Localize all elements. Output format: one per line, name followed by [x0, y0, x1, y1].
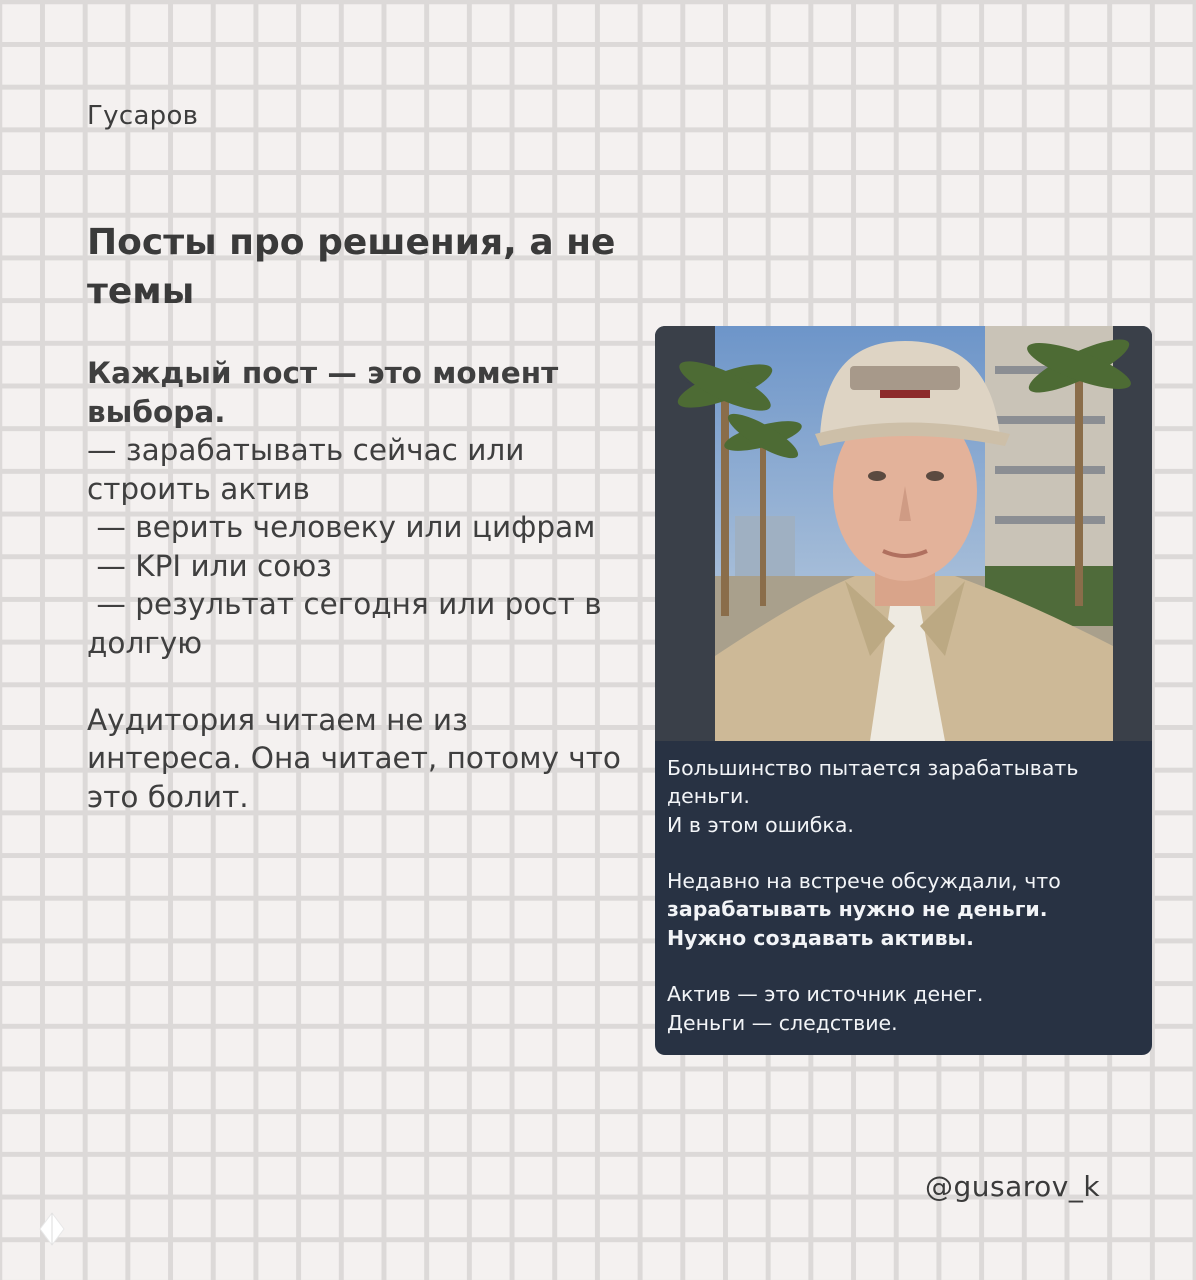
choice-item: — KPI или союз	[87, 548, 332, 583]
author-name: Гусаров	[87, 101, 199, 131]
caption-line: Деньги — следствие.	[667, 1010, 898, 1035]
post-caption	[667, 754, 1137, 1037]
caption-line: Актив — это источник денег.	[667, 982, 984, 1007]
caption-line: Недавно на встрече обсуждали, что	[667, 869, 1061, 894]
body-lead: Каждый пост — это момент выбора.	[87, 356, 559, 429]
choice-item: — зарабатывать сейчас или строить актив	[87, 433, 525, 506]
caption-line-bold: Нужно создавать активы.	[667, 925, 974, 950]
caption-line-bold: зарабатывать нужно не деньги.	[667, 897, 1048, 922]
portrait-selfie-photo	[655, 326, 1152, 741]
choice-item: — результат сегодня или рост в долгую	[87, 587, 611, 660]
caption-line: И в этом ошибка.	[667, 812, 854, 837]
choice-item: — верить человеку или цифрам	[87, 510, 596, 544]
post-card	[655, 326, 1152, 1055]
social-handle: @gusarov_k	[925, 1170, 1101, 1203]
body-conclusion: Аудитория читаем не из интереса. Она читает, потому что это болит.	[87, 702, 621, 814]
caption-line: Большинство пытается зарабатывать деньги.	[667, 756, 1079, 809]
page-title: Посты про решения, а не темы	[87, 222, 616, 312]
body-text	[87, 354, 627, 816]
diamond-logo-icon	[38, 1212, 66, 1250]
